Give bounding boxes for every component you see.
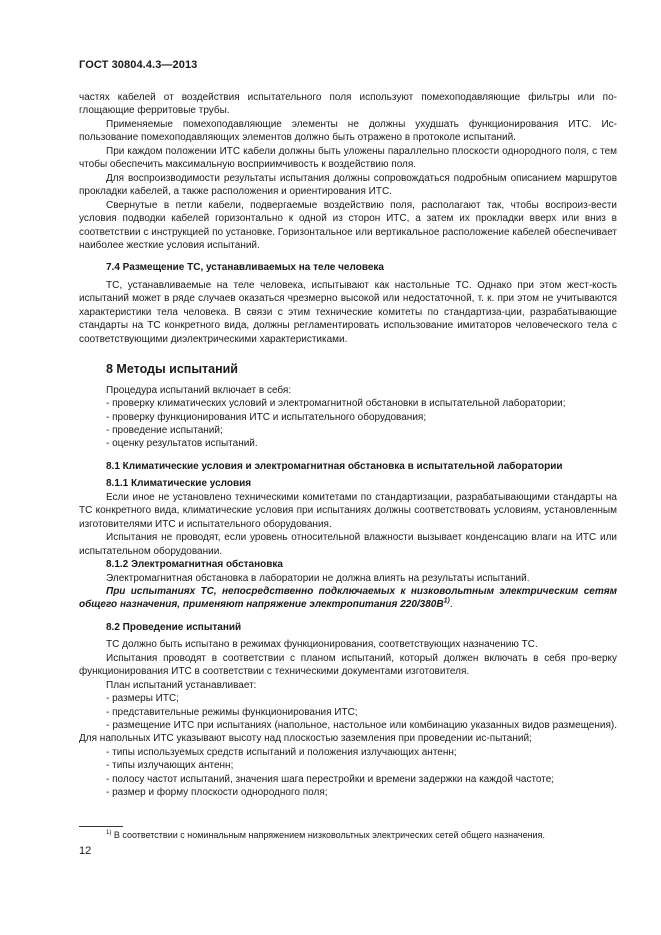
footnote — [106, 829, 617, 841]
section-heading: 8.1.1 Климатические условия — [106, 478, 252, 490]
paragraph: Электромагнитная обстановка в лаборатории не должна влиять на результаты испытаний. — [106, 572, 530, 584]
sentence-end: . — [449, 599, 453, 611]
section-heading: 7.4 Размещение ТС, устанавливаемых на теле человека — [106, 262, 384, 274]
paragraph: частях кабелей от воздействия испытательного поля используют помехоподавляющие фильтры или по-глощающие ферритовые трубы. — [79, 92, 617, 117]
paragraph: ТС должно быть испытано в режимах функционирования, соответствующих назначению ТС. — [106, 639, 538, 651]
paragraph: При каждом положении ИТС кабели должны быть уложены параллельно плоскости однородного поля, с тем чтобы обеспечить максимальную восприимчивость к воздействию поля. — [79, 145, 617, 171]
list-item: - размер и форму плоскости однородного поля; — [106, 787, 328, 799]
paragraph: Для воспроизводимости результаты испытания должны сопровождаться подробным описанием маршрутов прокладки кабелей, а также расположения и ориентирования ИТС. — [79, 172, 617, 198]
list-item: - проверку функционирования ИТС и испытательного оборудования; — [106, 411, 427, 423]
list-item: - полосу частот испытаний, значения шага перестройки и времени задержки на каждой частоте; — [106, 773, 555, 785]
section-heading: 8.2 Проведение испытаний — [106, 621, 242, 633]
page-number: 12 — [79, 845, 92, 857]
paragraph: Испытания проводят в соответствии с планом испытаний, который должен включать в себя про-верку функционирования ИТС в соответствии с техническими документами изготовителя. — [79, 652, 617, 678]
list-item: - размеры ИТС; — [106, 693, 179, 705]
list-item: - типы используемых средств испытаний и положения излучающих антенн; — [106, 746, 457, 758]
paragraph: ТС, устанавливаемые на теле человека, испытывают как настольные ТС. Однако при этом жест-кость испытаний может в ряде случаев оказаться чрезмерно высокой или недостаточной, т. к. при этом не учитываются характеристики тела человека. В связи с этим технические комитеты по стандартиза-ции, разрабатывающие стандарты на ТС конкретного вида, должны регламентировать использование имитаторов человеческого тела с соответствующими диэлектрическими характеристиками. — [79, 279, 617, 345]
footnote-marker: 1) — [106, 830, 112, 836]
chapter-heading: 8 Методы испытаний — [106, 362, 238, 377]
footnote-text: В соответствии с номинальным напряжением низковольтных электрических сетей общего назначения. — [111, 830, 545, 840]
paragraph: Если иное не установлено техническими комитетами по стандартизации, разрабатывающими стандарты на ТС конкретного вида, климатические условия при испытаниях должны соответствовать условиям, установленным изготовителями ИТС и испытательного оборудования. — [79, 491, 617, 530]
section-heading: 8.1.2 Электромагнитная обстановка — [106, 559, 283, 571]
paragraph: Процедура испытаний включает в себя: — [106, 384, 292, 396]
paragraph: Свернутые в петли кабели, подвергаемые воздействию поля, располагают так, чтобы воспроиз-вести условия подводки кабелей горизонтально к одной из сторон ИТС, а затем их прокладки вверх или вниз в соответствии с инструкцией по установке. Горизонтальное или вертикальное расположение кабелей обеспечивает наиболее жесткие условия испытаний. — [79, 199, 617, 251]
footnote-ref: 1) — [443, 598, 450, 606]
list-item: - представительные режимы функционирования ИТС; — [106, 706, 358, 718]
document-header: ГОСТ 30804.4.3—2013 — [79, 59, 198, 71]
paragraph: Применяемые помехоподавляющие элементы не должны ухудшать функционирования ИТС. Ис-пользование помехоподавляющих элементов должно быть отражено в протоколе испытаний. — [79, 118, 617, 144]
list-item: - проверку климатических условий и электромагнитной обстановки в испытательной лаборатории; — [106, 398, 566, 410]
list-item: - типы излучающих антенн; — [106, 760, 234, 772]
list-item: - оценку результатов испытаний. — [106, 438, 258, 450]
emphasis-text: При испытаниях ТС, непосредственно подключаемых к низковольтным электрическим сетям общего назначения, применяют напряжение электропитания 220/380В — [79, 585, 617, 611]
list-item: - размещение ИТС при испытаниях (напольное, настольное или комбинацию указанных видов размещения). Для напольных ИТС указывают высоту над плоскостью заземления при проведении ис-пытаний; — [79, 720, 617, 745]
section-heading: 8.1 Климатические условия и электромагнитная обстановка в испытательной лаборатории — [106, 460, 563, 472]
paragraph: Испытания не проводят, если уровень относительной влажности вызывает конденсацию влаги на ИТС или испытательном оборудовании. — [79, 532, 617, 557]
list-item: - проведение испытаний; — [106, 424, 223, 436]
paragraph: План испытаний устанавливает: — [106, 679, 257, 691]
body-text — [79, 91, 617, 800]
paragraph-emphasis — [79, 585, 617, 612]
footnote-divider — [79, 826, 123, 827]
